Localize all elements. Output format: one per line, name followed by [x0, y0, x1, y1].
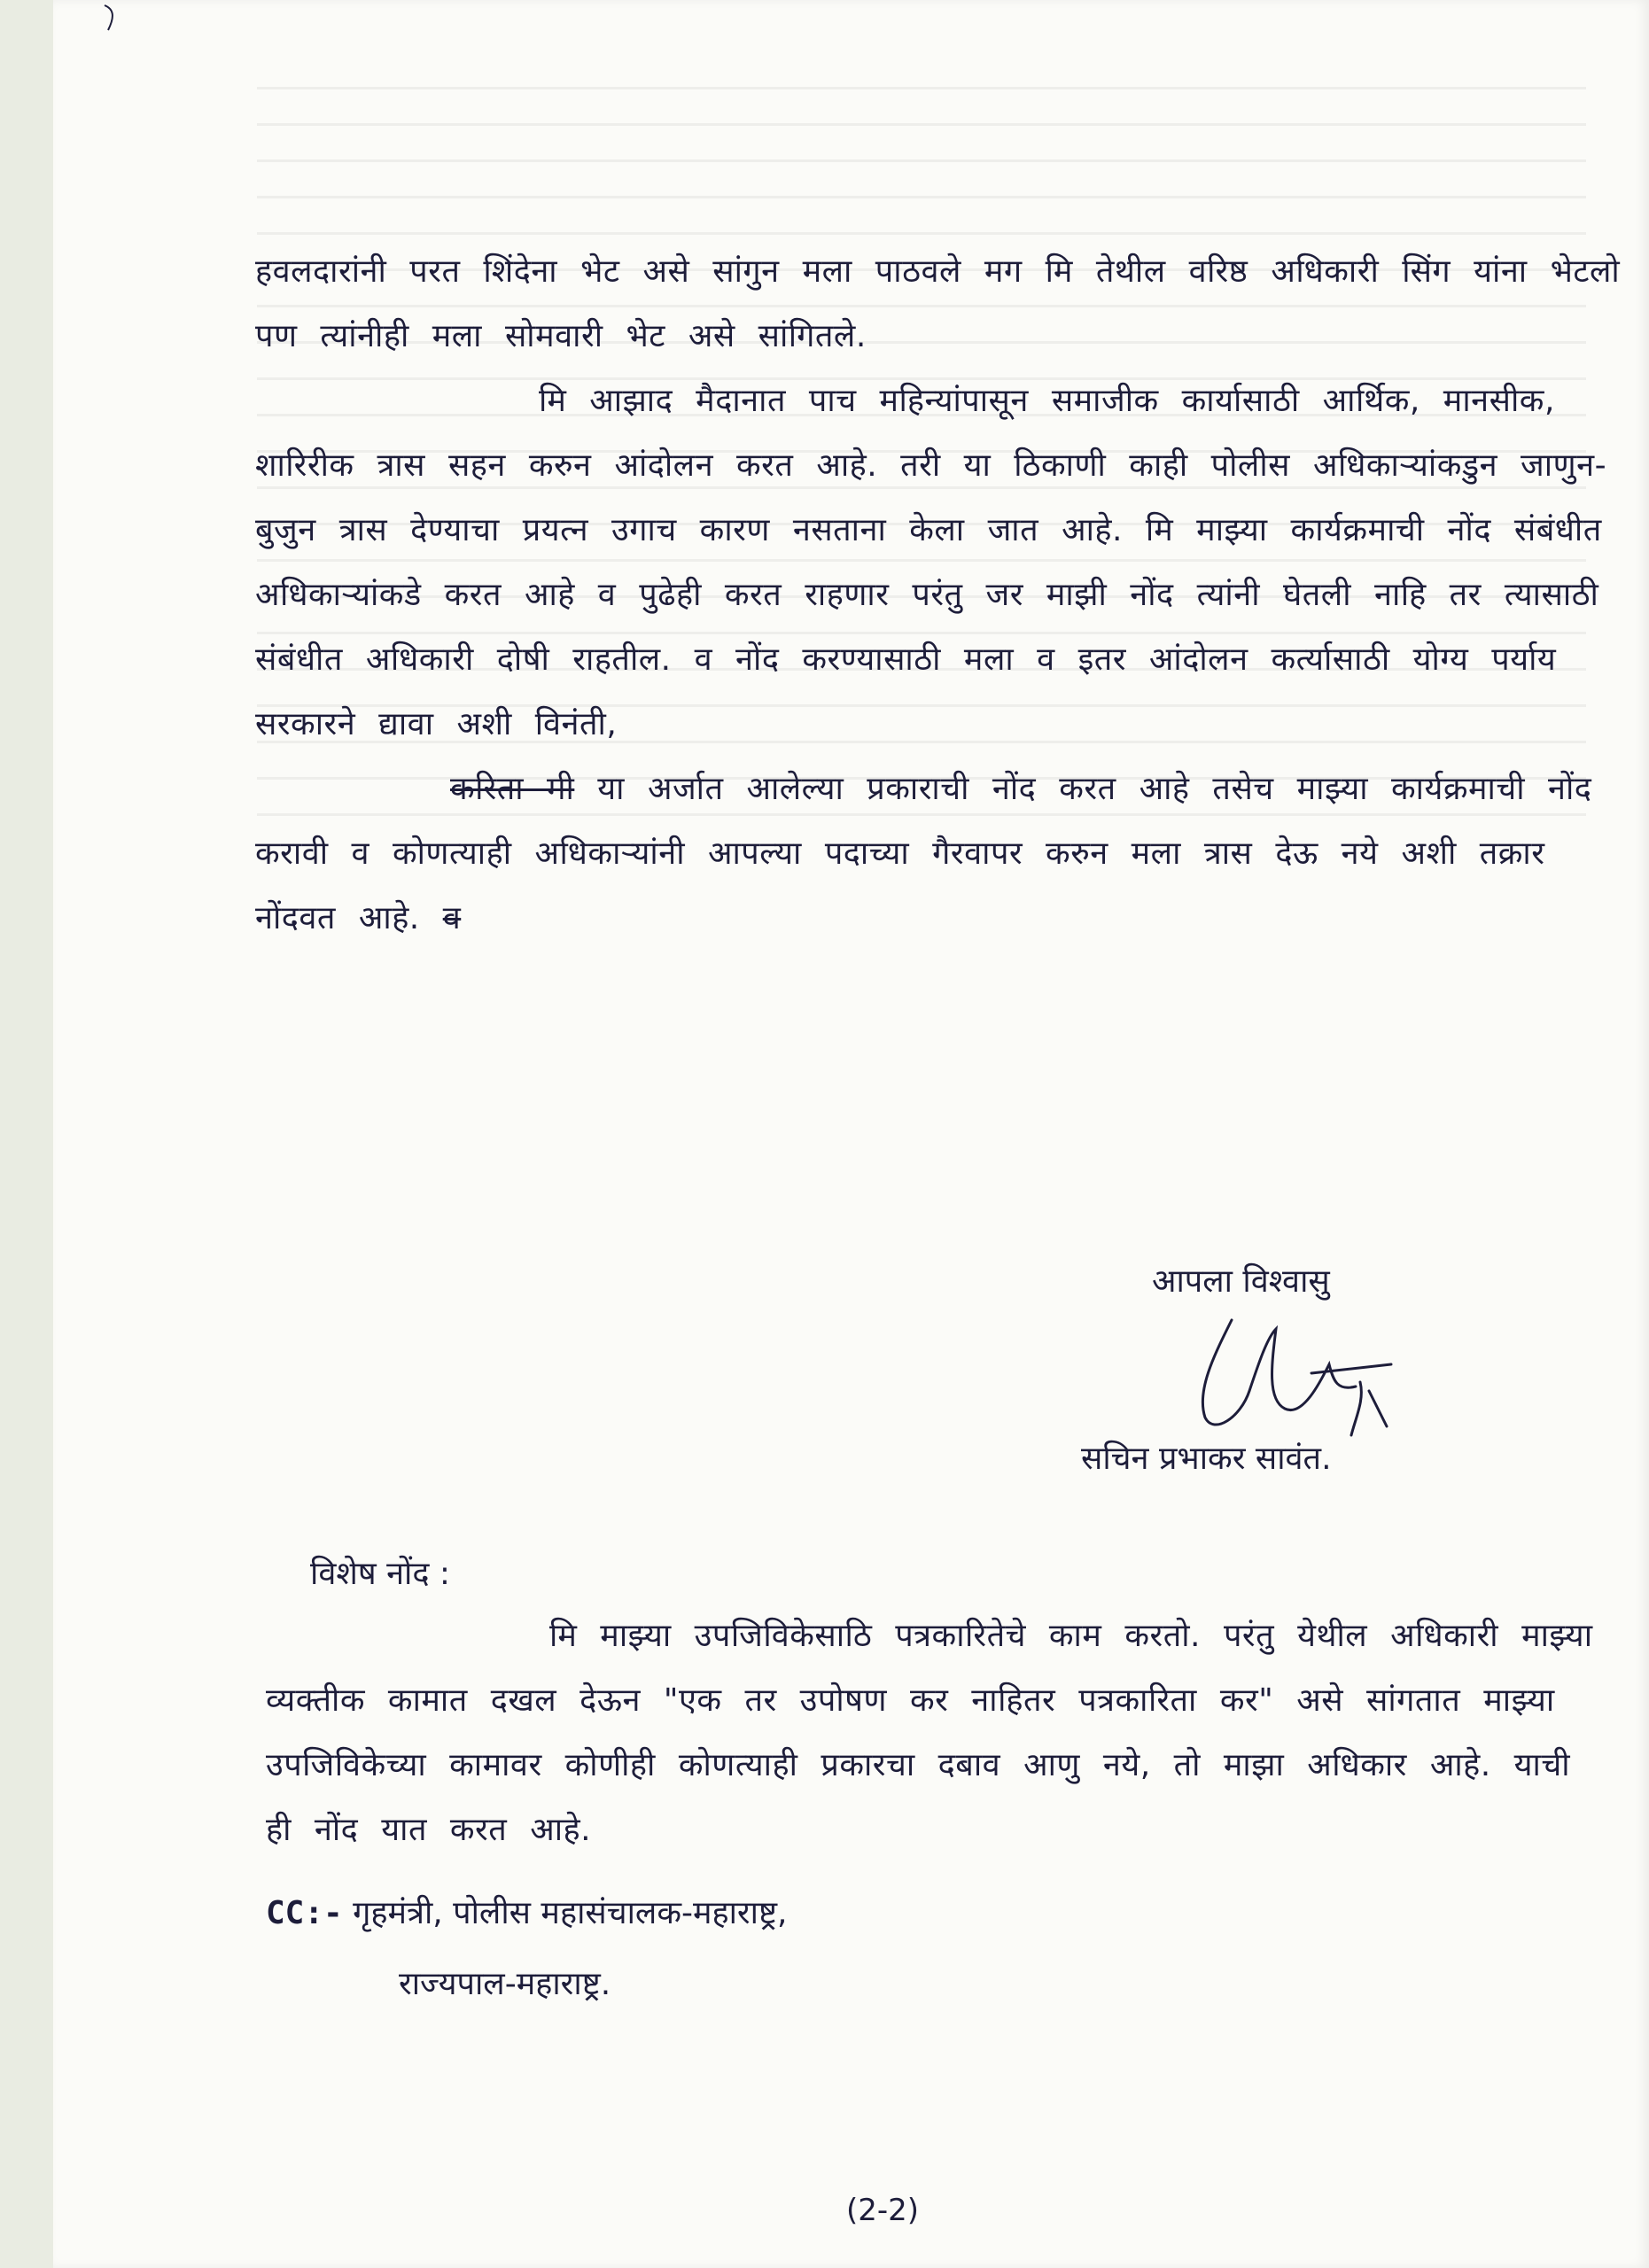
cc-label: CC:-	[266, 1895, 343, 1931]
cc-recipients-1: गृहमंत्री, पोलीस महासंचालक-महाराष्ट्र,	[353, 1895, 788, 1931]
corner-pen-mark	[101, 4, 122, 35]
paragraph-3-text: या अर्जात आलेल्या प्रकाराची नोंद करत आहे तसेच माझ्या कार्यक्रमाची नोंद करावी व कोणत्याही अधिकाऱ्यांनी आपल्या पदाच्या गैरवापर करुन मला त्रास देऊ नये अशी तक्रार नोंदवत आहे.	[255, 771, 1615, 936]
note-body	[266, 1604, 1616, 1862]
letter-page	[53, 0, 1649, 2268]
note-paragraph: मि माझ्या उपजिविकेसाठि पत्रकारितेचे काम करतो. परंतु येथील अधिकारी माझ्या व्यक्तीक कामात दखल देऊन "एक तर उपोषण कर नाहितर पत्रकारिता कर" असे सांगतात माझ्या उपजिविकेच्या कामावर कोणीही कोणत्याही प्रकारचा दबाव आणु नये, तो माझा अधिकार आहे. याची ही नोंद यात करत आहे.	[266, 1618, 1616, 1848]
page-number: (2-2)	[846, 2193, 920, 2228]
cc-line-2: राज्यपाल-महाराष्ट्र.	[399, 1966, 611, 2002]
paragraph-3	[255, 757, 1637, 951]
note-heading: विशेष नोंद :	[310, 1556, 451, 1592]
struck-tail: व	[442, 900, 462, 936]
paragraph-1: हवलदारांनी परत शिंदेना भेट असे सांगुन मला पाठवले मग मि तेथील वरिष्ठ अधिकारी सिंग यांना भेटलो पण त्यांनीही मला सोमवारी भेट असे सांगितले.	[255, 253, 1644, 354]
paragraph-2: मि आझाद मैदानात पाच महिन्यांपासून समाजीक कार्यासाठी आर्थिक, मानसीक, शारिरीक त्रास सहन करुन आंदोलन करत आहे. तरी या ठिकाणी काही पोलीस अधिकाऱ्यांकडुन जाणुन-बुजुन त्रास देण्याचा प्रयत्न उगाच कारण नसताना केला जात आहे. मि माझ्या कार्यक्रमाची नोंद संबंधीत अधिकाऱ्यांकडे करत आहे व पुढेही करत राहणार परंतु जर माझी नोंद त्यांनी घेतली नाहि तर त्यासाठी संबंधीत अधिकारी दोषी राहतील. व नोंद करण्यासाठी मला व इतर आंदोलन कर्त्यासाठी योग्य पर्याय सरकारने द्यावा अशी विनंती,	[255, 383, 1625, 742]
letter-body	[255, 239, 1644, 951]
struck-text: करिता मी	[450, 771, 575, 807]
cc-line-1	[266, 1878, 787, 1949]
signer-name: सचिन प्रभाकर सावंत.	[1081, 1441, 1332, 1477]
signature	[1178, 1302, 1409, 1453]
cc-block	[266, 1878, 787, 2020]
closing-salutation: आपला विश्वासु	[1152, 1263, 1330, 1300]
